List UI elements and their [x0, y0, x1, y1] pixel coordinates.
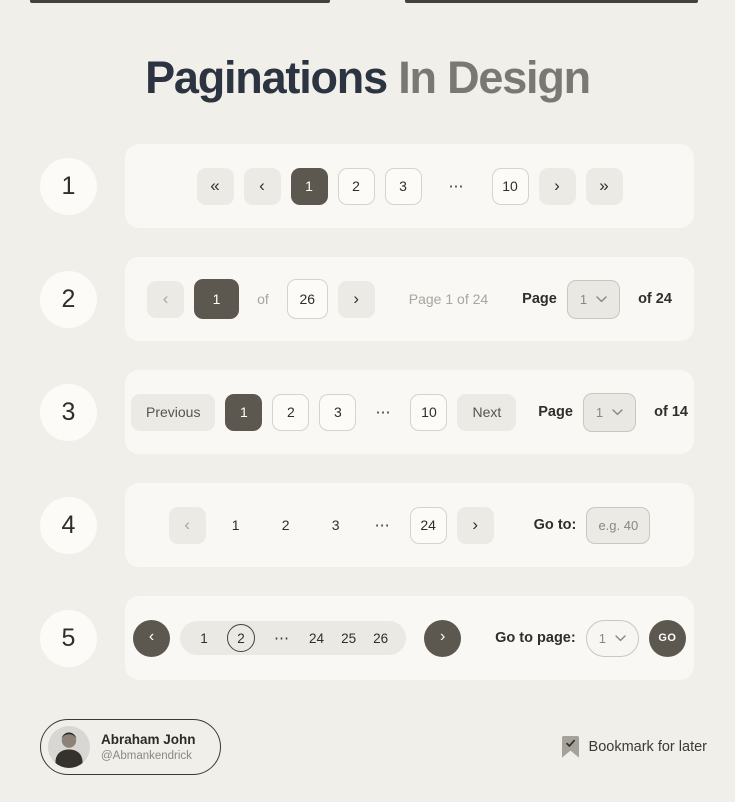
example-number-badge: 2	[40, 271, 97, 328]
pagination-card-4	[125, 483, 694, 567]
last-page-button[interactable]	[586, 168, 623, 205]
page-status-text: Page 1 of 24	[408, 291, 489, 307]
next-page-button[interactable]	[539, 168, 576, 205]
current-page-button[interactable]: 1	[194, 279, 239, 319]
page-select-value: 1	[598, 630, 606, 646]
page-select[interactable]	[586, 620, 639, 657]
next-page-button[interactable]	[424, 620, 461, 657]
pagination-example-3	[40, 370, 694, 454]
page-button[interactable]: 3	[319, 394, 356, 431]
page-button-active[interactable]: 1	[225, 394, 262, 431]
pagination-card-2	[125, 257, 694, 341]
page-button[interactable]: 3	[385, 168, 422, 205]
example-number-badge: 5	[40, 610, 97, 667]
page-number[interactable]: 1	[231, 517, 240, 533]
of-total-label: of 24	[638, 291, 672, 307]
previous-button[interactable]: Previous	[131, 394, 215, 431]
page-button-active[interactable]: 2	[227, 624, 255, 652]
page-label: Page	[538, 404, 573, 420]
chevrons-left-icon: «	[210, 175, 220, 195]
pagination-card-1	[125, 144, 694, 228]
pagination-example-4	[40, 483, 694, 567]
bookmark-label: Bookmark for later	[588, 739, 707, 755]
example-number-badge: 1	[40, 158, 97, 215]
top-divider-left	[30, 0, 330, 3]
page-number[interactable]: 2	[281, 517, 290, 533]
chevron-down-icon	[615, 635, 626, 642]
page-number[interactable]: 24	[309, 630, 325, 646]
pagination-example-1	[40, 144, 694, 228]
page-button[interactable]: 24	[410, 507, 447, 544]
of-label: of	[257, 291, 269, 307]
chevron-down-icon	[612, 409, 623, 416]
avatar	[48, 726, 90, 768]
examples-list	[0, 144, 735, 680]
author-name: Abraham John	[101, 732, 196, 747]
page-button[interactable]: 10	[410, 394, 447, 431]
previous-page-button[interactable]	[169, 507, 206, 544]
goto-label: Go to:	[533, 517, 577, 533]
page-number[interactable]: 1	[200, 630, 208, 646]
page-title	[0, 52, 735, 104]
go-button[interactable]: GO	[649, 620, 686, 657]
chevron-left-icon: ‹	[148, 628, 155, 645]
page-number[interactable]: 25	[341, 630, 357, 646]
chevrons-right-icon: »	[599, 175, 609, 195]
page-select[interactable]	[583, 393, 636, 432]
chevron-left-icon: ‹	[259, 175, 265, 195]
page-button[interactable]: 2	[338, 168, 375, 205]
chevron-down-icon	[596, 296, 607, 303]
pagination-card-5	[125, 596, 694, 680]
next-button[interactable]: Next	[457, 394, 516, 431]
ellipsis: ⋯	[448, 178, 465, 195]
chevron-left-icon: ‹	[162, 288, 169, 308]
chevron-left-icon: ‹	[184, 514, 190, 534]
page-button[interactable]: 2	[272, 394, 309, 431]
page-button[interactable]: 10	[492, 168, 529, 205]
ellipsis: ⋯	[374, 517, 391, 534]
pages-pill	[180, 621, 406, 655]
ellipsis: ⋯	[274, 630, 291, 647]
title-primary: Paginations	[145, 52, 387, 103]
total-pages-button[interactable]: 26	[287, 279, 328, 319]
title-secondary: In Design	[386, 52, 590, 103]
pagination-example-2	[40, 257, 694, 341]
page-button-active[interactable]: 1	[291, 168, 328, 205]
ellipsis: ⋯	[375, 404, 392, 421]
author-handle: @Abmankendrick	[101, 750, 192, 762]
bookmark-cta[interactable]	[562, 736, 707, 758]
chevron-right-icon: ›	[353, 288, 360, 308]
example-number-badge: 4	[40, 497, 97, 554]
pagination-card-3	[125, 370, 694, 454]
chevron-right-icon: ›	[554, 175, 560, 195]
previous-page-button[interactable]	[133, 620, 170, 657]
first-page-button[interactable]	[197, 168, 234, 205]
avatar-photo	[48, 726, 90, 768]
previous-page-button[interactable]	[147, 281, 184, 318]
author-info	[101, 732, 196, 762]
example-number-badge: 3	[40, 384, 97, 441]
page-select-value: 1	[579, 291, 588, 307]
next-page-button[interactable]	[457, 507, 494, 544]
bookmark-icon	[562, 736, 579, 758]
pagination-example-5	[40, 596, 694, 680]
page-label: Page	[522, 291, 557, 307]
page-number[interactable]: 26	[373, 630, 389, 646]
author-chip	[40, 719, 221, 775]
chevron-right-icon: ›	[439, 628, 446, 645]
of-total-label: of 14	[654, 404, 688, 420]
previous-page-button[interactable]	[244, 168, 281, 205]
chevron-right-icon: ›	[472, 514, 478, 534]
goto-page-label: Go to page:	[495, 630, 576, 646]
page-number[interactable]: 3	[331, 517, 340, 533]
page-select-value: 1	[595, 404, 604, 420]
page-select[interactable]	[567, 280, 620, 319]
goto-page-input[interactable]	[586, 507, 650, 544]
next-page-button[interactable]	[338, 281, 375, 318]
top-divider-right	[405, 0, 698, 3]
